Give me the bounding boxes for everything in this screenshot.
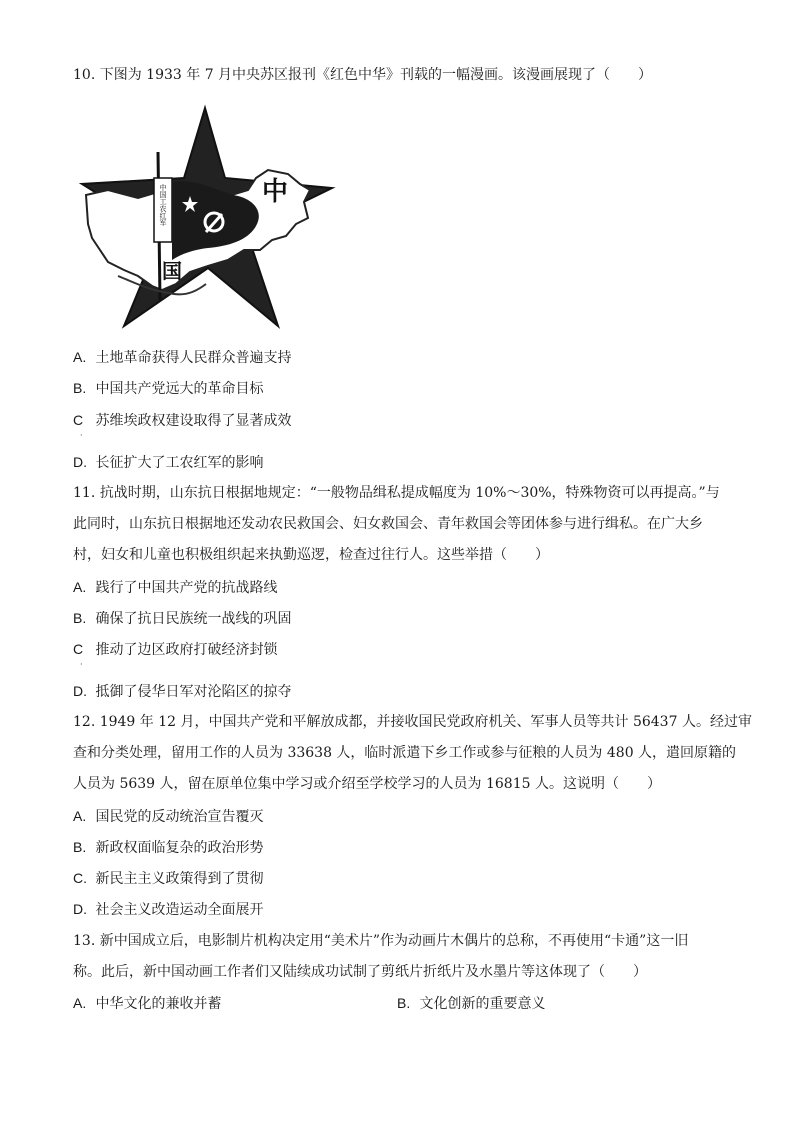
flag-banner-text: 中国工农红军 (159, 184, 167, 226)
option-text: 确保了抗日民族统一战线的巩固 (95, 611, 292, 627)
q10-option-d[interactable] (73, 452, 263, 473)
q11-option-b[interactable] (73, 608, 291, 629)
option-letter: C (73, 641, 84, 657)
option-text: 推动了边区政府打破经济封锁 (95, 642, 278, 658)
option-text: 中国共产党远大的革命目标 (95, 381, 264, 397)
q10-option-a[interactable] (73, 347, 291, 368)
option-text: 新政权面临复杂的政治形势 (95, 840, 264, 856)
option-letter: D. (73, 683, 87, 699)
option-letter: C. (73, 870, 87, 886)
q10-cartoon-figure (78, 100, 338, 332)
option-text: 抵御了侵华日军对沦陷区的掠夺 (95, 684, 292, 700)
option-text: 践行了中国共产党的抗战路线 (95, 580, 278, 596)
option-text: 中华文化的兼收并蓄 (95, 996, 222, 1012)
option-letter: D. (73, 454, 87, 470)
q12-option-c[interactable] (73, 868, 263, 889)
stray-dot: · (80, 660, 83, 669)
red-star-flag-cartoon (78, 100, 338, 332)
q13-option-b[interactable] (397, 993, 545, 1014)
option-letter: C (73, 412, 84, 428)
option-letter: A. (73, 349, 87, 365)
option-letter: B. (73, 610, 87, 626)
q11-option-c[interactable] (73, 639, 277, 660)
option-letter: A. (73, 808, 87, 824)
q11-option-a[interactable] (73, 577, 277, 598)
q11-stem-line-2: 此同时，山东抗日根据地还发动农民救国会、妇女救国会、青年救国会等团体参与进行缉私。在广大乡 (73, 516, 703, 532)
q12-option-a[interactable] (73, 806, 263, 827)
option-text: 苏维埃政权建设取得了显著成效 (95, 413, 292, 429)
option-text: 国民党的反动统治宣告覆灭 (95, 809, 264, 825)
q13-stem-line-2: 称。此后，新中国动画工作者们又陆续成功试制了剪纸片折纸片及水墨片等这体现了（ ） (73, 964, 647, 980)
q12-stem-line-3: 人员为 5639 人，留在原单位集中学习或介绍至学校学习的人员为 16815 人。这说明（ ） (73, 776, 661, 792)
q12-stem-line-2: 查和分类处理，留用工作的人员为 33638 人，临时派遣下乡工作或参与征粮的人员为 480 人，遣回原籍的 (73, 745, 737, 761)
q13-option-a[interactable] (73, 993, 221, 1014)
figure-char-guo: 国 (162, 259, 182, 283)
option-text: 文化创新的重要意义 (419, 996, 546, 1012)
figure-char-zhong: 中 (262, 177, 289, 207)
stray-dot: · (80, 431, 83, 440)
q11-stem-line-1: 11. 抗战时期，山东抗日根据地规定：“一般物品缉私提成幅度为 10%～30%，特殊物资可以再提高。”与 (73, 485, 720, 501)
option-text: 社会主义改造运动全面展开 (95, 902, 264, 918)
option-text: 土地革命获得人民群众普遍支持 (95, 350, 292, 366)
q11-option-d[interactable] (73, 681, 291, 702)
q10-option-b[interactable] (73, 378, 263, 399)
q12-stem-line-1: 12. 1949 年 12 月，中国共产党和平解放成都，并接收国民党政府机关、军事人员等共计 56437 人。经过审 (73, 714, 752, 730)
option-text: 新民主主义政策得到了贯彻 (95, 871, 264, 887)
option-letter: A. (73, 579, 87, 595)
q13-stem-line-1: 13. 新中国成立后，电影制片机构决定用“美术片”作为动画片木偶片的总称，不再使用“卡通”这一旧 (73, 933, 689, 949)
q11-stem-line-3: 村，妇女和儿童也积极组织起来执勤巡逻，检查过往行人。这些举措（ ） (73, 547, 549, 563)
option-letter: A. (73, 995, 87, 1011)
q10-option-c[interactable] (73, 410, 291, 431)
option-letter: B. (397, 995, 411, 1011)
option-text: 长征扩大了工农红军的影响 (95, 455, 264, 471)
q12-option-d[interactable] (73, 899, 263, 920)
option-letter: B. (73, 380, 87, 396)
option-letter: D. (73, 901, 87, 917)
option-letter: B. (73, 839, 87, 855)
q10-stem: 10. 下图为 1933 年 7 月中央苏区报刊《红色中华》刊载的一幅漫画。该漫画展现了（ ） (73, 67, 653, 83)
q12-option-b[interactable] (73, 837, 263, 858)
